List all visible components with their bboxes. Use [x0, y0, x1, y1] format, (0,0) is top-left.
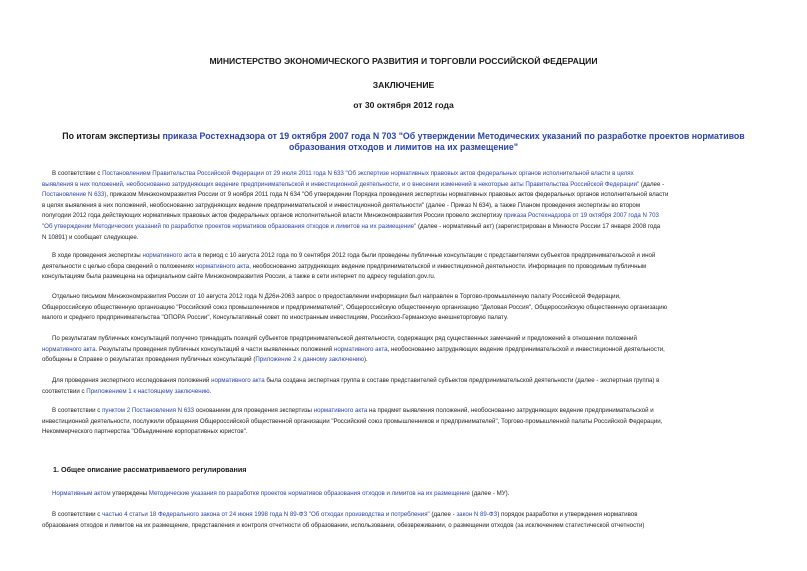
paragraph-6	[42, 406, 764, 438]
link-law-89fz[interactable]: закон N 89-ФЗ	[456, 511, 498, 518]
text: малого и среднего предпринимательства "ОПОРА России", Консультативный совет по иностранным инвестициям, Российско-Германскую внешнеторговую палату.	[42, 314, 509, 322]
text: В соответствии с	[52, 170, 103, 177]
text: соответствии с	[42, 387, 87, 395]
paragraph-3	[42, 292, 764, 324]
link-normative-act[interactable]: нормативного акта	[195, 262, 250, 270]
text: По результатам публичных консультаций получено тринадцать позиций субъектов предпринимательской деятельности, содержащих ряд существенных замечаний и предложений в отношении положений	[52, 335, 637, 342]
text: (далее - нормативный акт) (зарегистрирован в Минюсте России 17 января 2008 года	[416, 222, 661, 230]
link-normative-act[interactable]: нормативного акта	[313, 407, 368, 414]
text: утверждены	[110, 490, 149, 497]
document-title	[0, 131, 807, 153]
document-date: от 30 октября 2012 года	[353, 100, 454, 110]
text: была создана экспертная группа в составе представителей субъектов предпринимательской деятельности (далее - экспертная группа) в	[264, 377, 660, 384]
link-postanovlenie-633[interactable]: Постановлением Правительства Российской Федерации от 29 июля 2011 года N 633 "Об экспертизе нормативных правовых актов федеральных органов исполнительной власти в целях	[102, 170, 634, 177]
text: , необоснованно затрудняющих ведение предпринимательской и инвестиционной деятельности,	[387, 345, 665, 353]
link-law-89fz-art18[interactable]: частью 4 статьи 18 Федерального закона от 24 июня 1998 года N 89-ФЗ "Об отходах производства и потребления"	[102, 511, 430, 518]
text: полугодии 2012 года действующих нормативных правовых актов федеральных органов исполнительной власти Минэкономразвития России провело экспертизу	[42, 212, 504, 220]
text: , приказом Минэкономразвития России от 9 ноября 2011 года N 634 "Об утверждении Порядка проведения экспертизы нормативных правовых актов федеральных органов исполнительной власти	[106, 191, 669, 199]
paragraph-4	[42, 334, 764, 366]
text: Для проведения экспертного исследования положений	[52, 377, 212, 384]
paragraph-2	[42, 251, 764, 283]
link-postanovlenie-633-short[interactable]: Постановление N 633)	[42, 191, 107, 199]
ministry-heading: МИНИСТЕРСТВО ЭКОНОМИЧЕСКОГО РАЗВИТИЯ И ТОРГОВЛИ РОССИЙСКОЙ ФЕДЕРАЦИИ	[209, 56, 598, 66]
link-appendix-2[interactable]: Приложение 2 к данному заключению	[255, 356, 364, 364]
text: Некоммерческого партнерства "Объединение корпоративных юристов".	[42, 428, 248, 436]
paragraph-5	[42, 376, 764, 397]
link-item-2-postanovlenie-633[interactable]: пунктом 2 Постановления N 633	[102, 407, 195, 414]
link-normative-act[interactable]: нормативного акта	[42, 345, 96, 353]
link-appendix-1[interactable]: Приложением 1 к настоящему заключению	[86, 387, 210, 395]
text: Отдельно письмом Минэкономразвития России от 10 августа 2012 года N Д26и-2063 запрос о предоставлении информации был направлен в Торгово-промышленную палату Российской Федерации,	[52, 293, 621, 300]
text: (далее - Приказ N 634), а также Планом проведения экспертизы во втором	[424, 201, 641, 209]
section-1-paragraph-2	[42, 510, 764, 531]
title-prefix: По итогам экспертизы	[62, 131, 163, 141]
text: основанием для проведения экспертизы	[194, 407, 314, 414]
text: консультациям была размещена на официальном сайте Минэкономразвития России, а также в сети интернет по адресу regulation.gov.ru.	[42, 273, 436, 281]
text: В соответствии с	[52, 511, 103, 518]
text: в целях выявления в них положений, необоснованно затрудняющих ведение предпринимательской и инвестиционной деятельности"	[42, 201, 425, 209]
link-prikaz-703-cont[interactable]: "Об утверждении Методических указаний по разработке проектов нормативов образования отходов и лимитов на их размещение"	[42, 222, 417, 230]
text: в период с 10 августа 2012 года по 9 сентября 2012 года были проведены публичные консультации с представителями субъектов предпринимательской и иной	[196, 252, 656, 259]
link-methodical-guidelines[interactable]: Методические указания по разработке проектов нормативов образования отходов и лимитов на их размещение	[148, 490, 470, 497]
text: ).	[363, 356, 368, 364]
link-normative-act[interactable]: нормативного акта	[211, 377, 265, 384]
text: .	[209, 387, 212, 395]
text: N 10891) и сообщает следующее.	[42, 233, 139, 241]
text: (далее -	[429, 511, 457, 518]
text: инвестиционной деятельности, послужили обращения Общероссийской общественной организации "Российский союз промышленников и предпринимателей", Торгово-промышленной палаты Российской Федерации,	[42, 417, 663, 425]
text: Общероссийскую общественную организацию "Российский союз промышленников и предпринимателей", Общероссийскую общественную организацию "Деловая Россия", Общероссийскую общественную организацию	[42, 303, 668, 311]
link-prikaz-703[interactable]: приказа Ростехнадзора от 19 октября 2007 года N 703	[503, 212, 659, 220]
text: (далее - МУ).	[469, 490, 510, 497]
text: , необоснованно затрудняющих ведение предпринимательской и инвестиционной деятельности. Информация по проводимым публичным	[249, 262, 647, 270]
text: . Результаты проведения публичных консультаций в части выявленных положений	[95, 345, 334, 353]
section-1-paragraph-1	[42, 489, 764, 500]
document-type: ЗАКЛЮЧЕНИЕ	[372, 80, 435, 90]
link-normative-act[interactable]: Нормативным актом	[52, 490, 111, 497]
link-postanovlenie-633-cont[interactable]: выявления в них положений, необоснованно затрудняющих ведение предпринимательской и инвестиционной деятельности, и о внесении изменений в некоторые акты Правительства Российской Федерации"	[42, 180, 640, 188]
text: ) порядок разработки и утверждения нормативов	[497, 511, 638, 518]
text: на предмет выявления положений, необоснованно затрудняющих ведение предпринимательской и	[367, 407, 654, 414]
text: (далее -	[639, 180, 665, 188]
text: В соответствии с	[52, 407, 103, 414]
link-normative-act[interactable]: нормативного акта	[142, 252, 197, 259]
text: деятельности с целью сбора сведений о положениях	[42, 262, 196, 270]
text: обобщены в Справке о результатах проведения публичных консультаций (	[42, 356, 256, 364]
section-1-heading: 1. Общее описание рассматриваемого регулирования	[53, 465, 247, 474]
title-link-cont[interactable]: образования отходов и лимитов на их размещение"	[289, 142, 518, 152]
text: образования отходов и лимитов на их размещение, представления и контроля отчетности об образовании, использовании, обезвреживании, о размещении отходов (за исключением статистической отчетности)	[42, 521, 645, 529]
title-link[interactable]: приказа Ростехнадзора от 19 октября 2007 года N 703 "Об утверждении Методических указаний по разработке проектов нормативов	[162, 131, 745, 141]
link-normative-act[interactable]: нормативного акта	[333, 345, 388, 353]
paragraph-1	[42, 169, 764, 243]
text: В ходе проведения экспертизы	[52, 252, 143, 259]
